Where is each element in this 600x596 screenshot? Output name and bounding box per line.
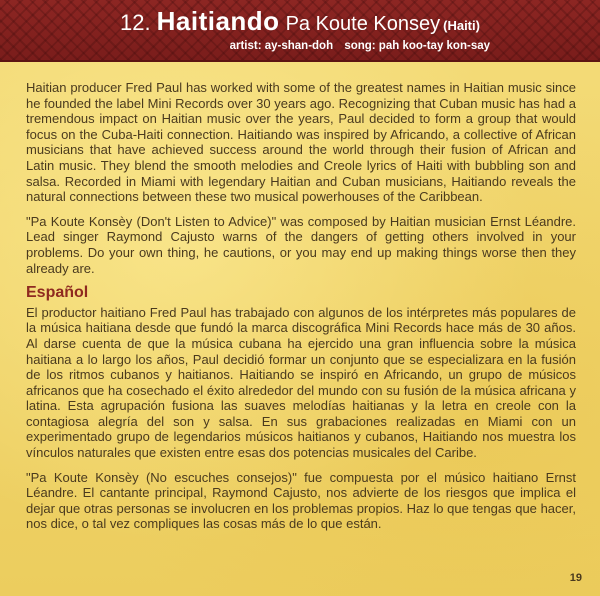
title-line	[0, 6, 600, 37]
liner-notes	[26, 80, 576, 541]
track-number: 12.	[120, 10, 151, 35]
song-pronunciation: song: pah koo-tay kon-say	[344, 40, 490, 52]
english-paragraph-2: "Pa Koute Konsèy (Don't Listen to Advice)" was composed by Haitian musician Ernst Léandre. Lead singer Raymond Cajusto warns of the dangers of getting others involved in your problems. Do your own thing, he cautions, or you may end up making things worse then they already are.	[26, 213, 576, 276]
song-title: Pa Koute Konsey	[285, 13, 441, 35]
page-number: 19	[569, 572, 582, 584]
track-title: Haitiando	[156, 6, 280, 36]
spanish-heading: Español	[26, 284, 89, 302]
english-paragraph-1: Haitian producer Fred Paul has worked with some of the greatest names in Haitian music since he founded the label Mini Records over 30 years ago. Recognizing that Cuban music has had a tremendous impact on Haitian music over the years, Paul decided to form a group that would focus on the Cuba-Haiti connection. Haitiando was inspired by Africando, a collective of African musicians that have achieved success around the world through their fusion of African and Latin music. They blend the smooth melodies and Creole lyrics of Haiti with bubbling son and salsa. Recorded in Miami with legendary Haitian and Cuban musicians, Haitiando reveals the natural connections between these two musical powerhouses of the Caribbean.	[26, 80, 576, 205]
pronunciation-line	[222, 40, 490, 52]
artist-pronunciation: artist: ay-shan-doh	[229, 40, 334, 52]
header-banner	[0, 0, 600, 62]
spanish-paragraph-1: El productor haitiano Fred Paul has trabajado con algunos de los intérpretes más populares de la música haitiana desde que fundó la marca discográfica Mini Records hace más de 30 años. Al darse cuenta de que la música cubana ha ejercido una gran influencia sobre la música haitiana a lo largo los años, Paul decidió formar un conjunto que se especializara en la fusión de los ritmos cubanos y haitianos. Haitiando se inspiró en Africando, un grupo de músicos africanos que ha cosechado el éxito alrededor del mundo con su fusión de la música africana y latina. Esta agrupación fusiona las suaves melodías haitianas y la letra en creole con la contagiosa alegría del son y salsa. En sus grabaciones realizadas en Miami con un experimentado grupo de legendarios músicos haitianos y cubanos, Haitiando nos muestra los vínculos naturales que existen entre esas dos potencias musicales del Caribe.	[26, 304, 576, 461]
country-label: (Haiti)	[443, 18, 480, 33]
spanish-paragraph-2: "Pa Koute Konsèy (No escuches consejos)" fue compuesta por el músico haitiano Ernst Léandre. El cantante principal, Raymond Cajusto, nos advierte de los riesgos que implica el dejar que otras personas se involucren en los problemas propios. Haz lo que tengas que hacer, nos dice, o tal vez compliques las cosas más de lo que están.	[26, 469, 576, 532]
